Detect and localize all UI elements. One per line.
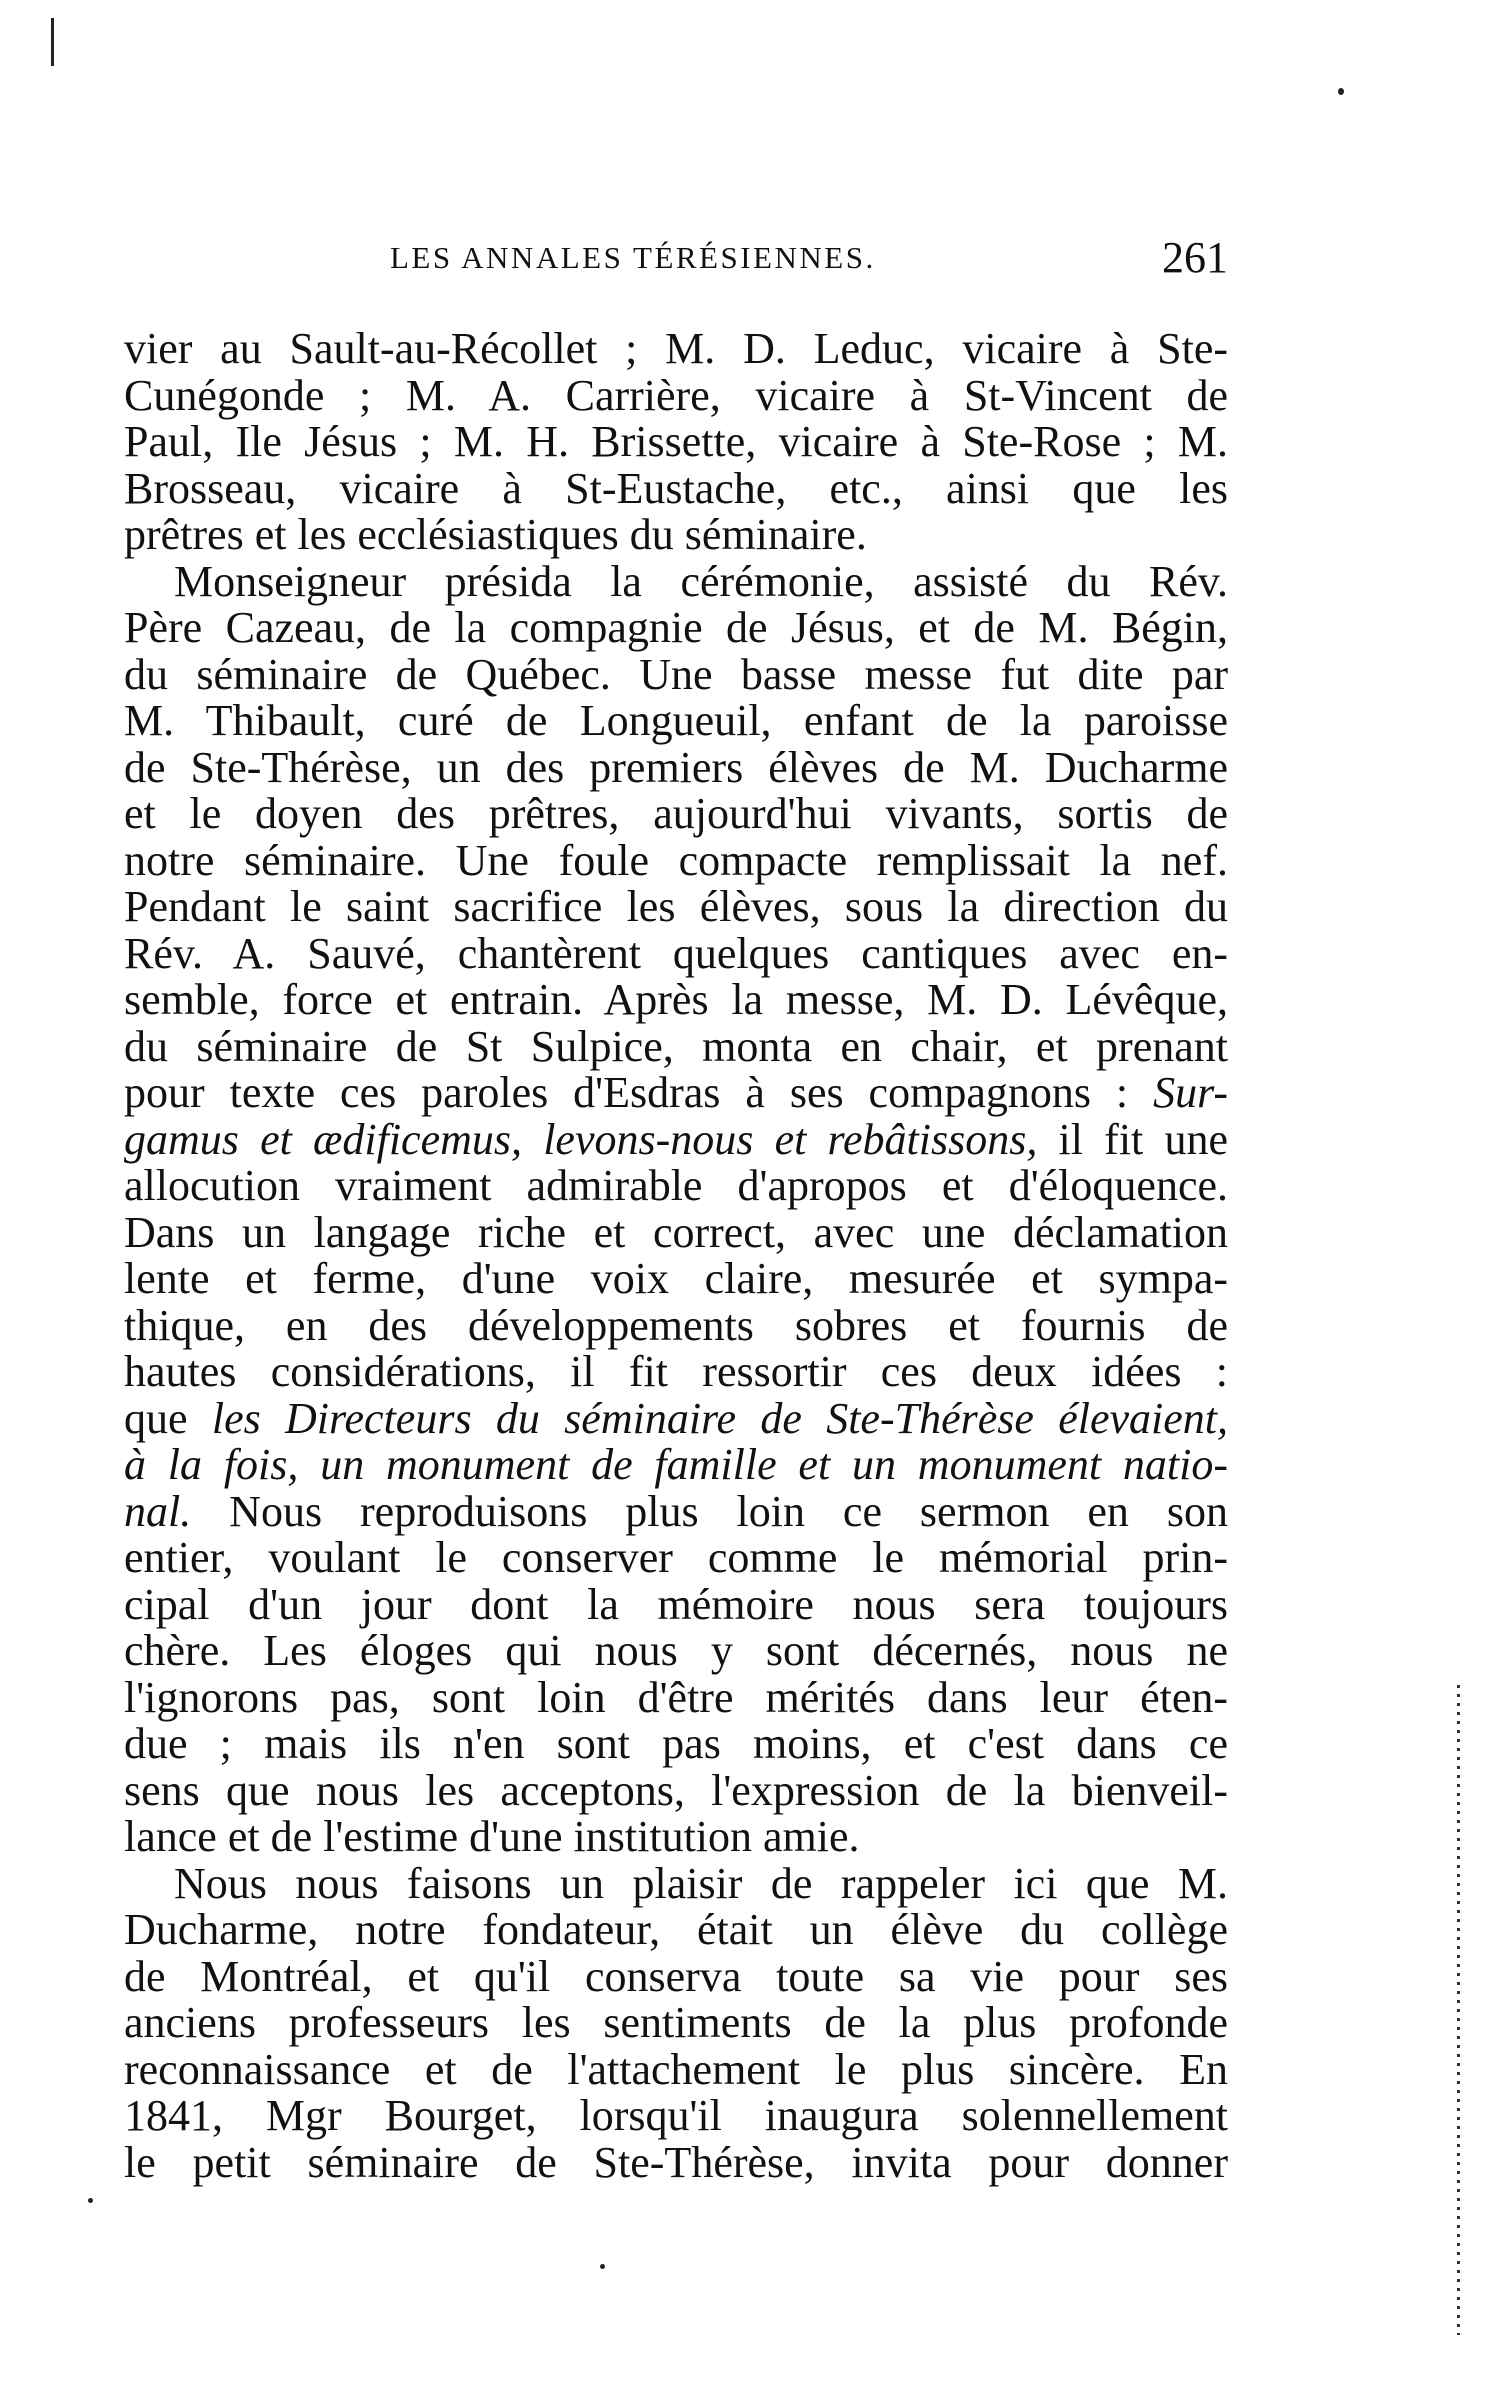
italic-segment: les Directeurs du séminaire de Ste-Thérèse élevaient,	[211, 1394, 1229, 1443]
text-line: M. Thibault, curé de Longueuil, enfant de la paroisse	[124, 696, 1228, 745]
text-line: sens que nous les acceptons, l'expression de la bienveil-	[124, 1766, 1228, 1815]
text-line	[124, 1069, 1228, 1117]
running-head	[124, 232, 1228, 292]
text-line: allocution vraiment admirable d'apropos et d'éloquence.	[124, 1161, 1228, 1210]
text-line: cipal d'un jour dont la mémoire nous sera toujours	[124, 1580, 1228, 1629]
italic-segment: nal.	[124, 1487, 192, 1536]
text-line: Monseigneur présida la cérémonie, assisté du Rév.	[174, 557, 1228, 606]
page-number: 261	[1162, 233, 1228, 282]
text-segment: que	[124, 1394, 212, 1443]
text-line: prêtres et les ecclésiastiques du séminaire.	[124, 510, 867, 559]
italic-segment: gamus et ædificemus, levons-nous et rebâtissons,	[124, 1115, 1038, 1164]
text-line: Rév. A. Sauvé, chantèrent quelques cantiques avec en-	[124, 929, 1228, 978]
text-line: de Montréal, et qu'il conserva toute sa vie pour ses	[124, 1952, 1228, 2001]
text-line: Ducharme, notre fondateur, était un élève du collège	[124, 1905, 1228, 1954]
text-line: Cunégonde ; M. A. Carrière, vicaire à St-Vincent de	[124, 371, 1228, 420]
text-line: vier au Sault-au-Récollet ; M. D. Leduc, vicaire à Ste-	[124, 324, 1228, 373]
text-line: chère. Les éloges qui nous y sont décernés, nous ne	[124, 1626, 1228, 1675]
scan-dot-mark	[1338, 88, 1344, 95]
text-line: Dans un langage riche et correct, avec une déclamation	[124, 1208, 1228, 1257]
scan-dot-mark	[600, 2264, 605, 2269]
text-line	[124, 1488, 1228, 1536]
text-line: Brosseau, vicaire à St-Eustache, etc., ainsi que les	[124, 464, 1228, 513]
text-line: Pendant le saint sacrifice les élèves, sous la direction du	[124, 882, 1228, 931]
text-line	[124, 1116, 1228, 1164]
italic-segment: Sur-	[1153, 1068, 1228, 1117]
text-line: reconnaissance et de l'attachement le plus sincère. En	[124, 2045, 1228, 2094]
text-segment: il fit une	[1037, 1115, 1228, 1164]
text-line: due ; mais ils n'en sont pas moins, et c'est dans ce	[124, 1719, 1228, 1768]
text-line: semble, force et entrain. Après la messe, M. D. Lévêque,	[124, 975, 1228, 1024]
scan-edge-dots	[1457, 1685, 1460, 2335]
text-line	[124, 1441, 1228, 1489]
text-line: Paul, Ile Jésus ; M. H. Brissette, vicaire à Ste-Rose ; M.	[124, 417, 1228, 466]
text-line: Nous nous faisons un plaisir de rappeler ici que M.	[174, 1859, 1228, 1908]
italic-segment: à la fois, un monument de famille et un monument natio-	[124, 1440, 1228, 1489]
text-line: lance et de l'estime d'une institution amie.	[124, 1812, 860, 1861]
text-line: Père Cazeau, de la compagnie de Jésus, et de M. Bégin,	[124, 603, 1228, 652]
text-line: thique, en des développements sobres et fournis de	[124, 1301, 1228, 1350]
text-line: de Ste-Thérèse, un des premiers élèves de M. Ducharme	[124, 743, 1228, 792]
text-line: hautes considérations, il fit ressortir ces deux idées :	[124, 1347, 1228, 1396]
text-line: notre séminaire. Une foule compacte remplissait la nef.	[124, 836, 1228, 885]
text-segment: pour texte ces paroles d'Esdras à ses compagnons :	[124, 1068, 1154, 1117]
scan-edge-mark	[51, 18, 54, 66]
text-line: et le doyen des prêtres, aujourd'hui vivants, sortis de	[124, 789, 1228, 838]
text-line: 1841, Mgr Bourget, lorsqu'il inaugura solennellement	[124, 2091, 1228, 2140]
text-line: l'ignorons pas, sont loin d'être mérités dans leur éten-	[124, 1673, 1228, 1722]
text-line: le petit séminaire de Ste-Thérèse, invita pour donner	[124, 2138, 1228, 2187]
scan-dot-mark	[88, 2198, 93, 2203]
text-line: lente et ferme, d'une voix claire, mesurée et sympa-	[124, 1254, 1228, 1303]
text-line: anciens professeurs les sentiments de la plus profonde	[124, 1998, 1228, 2047]
text-line: du séminaire de St Sulpice, monta en chair, et prenant	[124, 1022, 1228, 1071]
running-title: LES ANNALES TÉRÉSIENNES.	[390, 240, 876, 275]
text-line: du séminaire de Québec. Une basse messe fut dite par	[124, 650, 1228, 699]
text-segment: Nous reproduisons plus loin ce sermon en son	[191, 1487, 1228, 1536]
text-line: entier, voulant le conserver comme le mémorial prin-	[124, 1533, 1228, 1582]
text-line	[124, 1395, 1228, 1443]
